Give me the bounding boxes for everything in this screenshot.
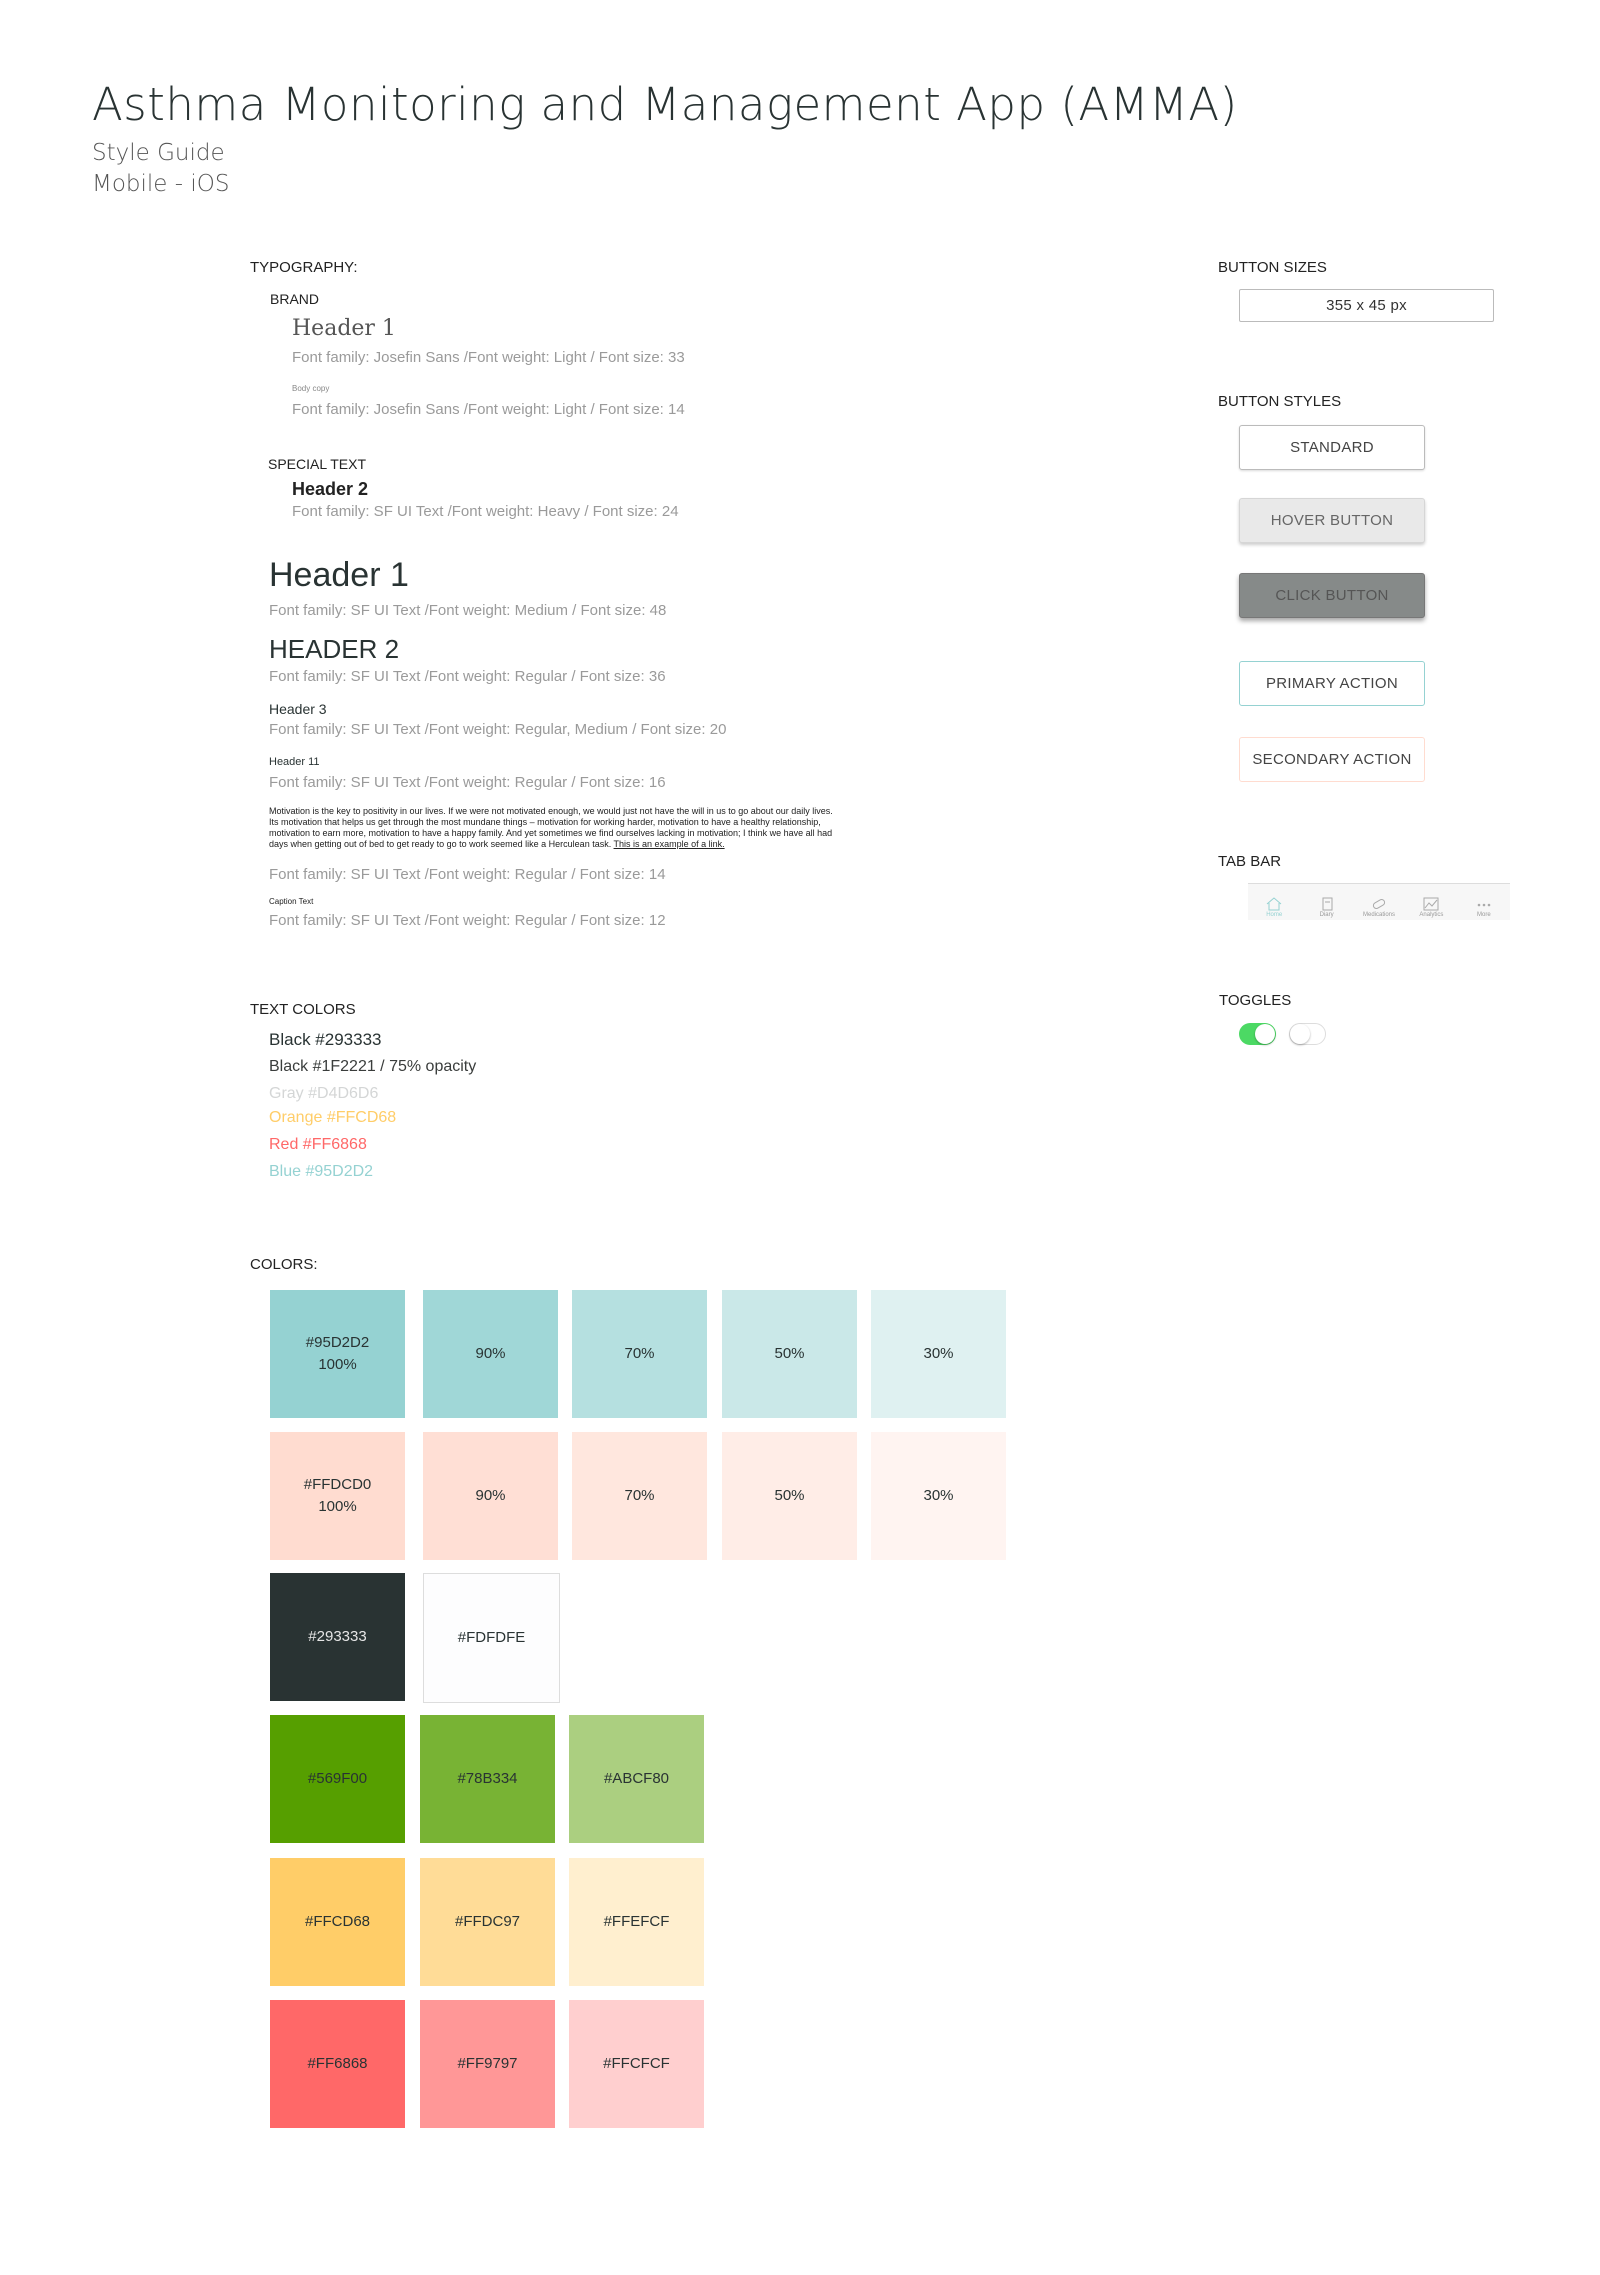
h3-sample: Header 3 — [269, 701, 327, 717]
color-swatch — [572, 1290, 707, 1418]
swatch-label: 70% — [624, 1487, 655, 1504]
tab-home[interactable] — [1248, 884, 1300, 920]
color-swatch — [569, 1715, 704, 1843]
tab-bar — [1248, 883, 1510, 920]
tab-diary[interactable] — [1300, 884, 1352, 920]
typography-section-label: TYPOGRAPHY: — [250, 259, 358, 276]
body-link[interactable]: This is an example of a link. — [613, 839, 725, 849]
swatch-label: 90% — [475, 1487, 506, 1504]
h11-sample: Header 11 — [269, 756, 320, 768]
swatch-label: #95D2D2 — [305, 1334, 370, 1351]
tab-label: Diary — [1319, 912, 1334, 918]
h2-spec: Font family: SF UI Text /Font weight: Regular / Font size: 36 — [269, 668, 666, 685]
swatch-label: #293333 — [308, 1628, 367, 1645]
swatch-label: #78B334 — [457, 1770, 518, 1787]
color-swatch — [423, 1432, 558, 1560]
brand-label: BRAND — [270, 291, 320, 307]
body-spec: Font family: SF UI Text /Font weight: Regular / Font size: 14 — [269, 866, 666, 883]
color-swatch — [722, 1290, 857, 1418]
pill-icon — [1370, 897, 1388, 911]
click-button[interactable]: CLICK BUTTON — [1239, 573, 1425, 618]
swatch-label: 70% — [624, 1345, 655, 1362]
color-swatch — [423, 1573, 560, 1703]
swatch-label: #FF6868 — [307, 2055, 368, 2072]
tab-more[interactable] — [1458, 884, 1510, 920]
special-header-sample: Header 2 — [292, 479, 369, 499]
swatch-label: 50% — [774, 1345, 805, 1362]
toggles-label: TOGGLES — [1219, 992, 1292, 1009]
brand-header-spec: Font family: Josefin Sans /Font weight: Light / Font size: 33 — [292, 349, 685, 366]
swatch-label: #ABCF80 — [603, 1770, 670, 1787]
page-subtitle-platform: Mobile - iOS — [92, 171, 230, 197]
swatch-label: 30% — [923, 1487, 954, 1504]
secondary-action-button[interactable]: SECONDARY ACTION — [1239, 737, 1425, 782]
diary-icon — [1318, 897, 1336, 911]
swatch-label: #FF9797 — [457, 2055, 518, 2072]
button-size-sample: 355 x 45 px — [1239, 289, 1494, 322]
hover-button[interactable]: HOVER BUTTON — [1239, 498, 1425, 543]
color-swatch — [722, 1432, 857, 1560]
swatch-percentage: 100% — [318, 1498, 357, 1515]
text-color-sample: Gray #D4D6D6 — [269, 1085, 379, 1102]
swatch-percentage: 100% — [318, 1356, 357, 1373]
color-swatch — [270, 1290, 405, 1418]
tab-label: Home — [1266, 912, 1283, 918]
swatch-label: 90% — [475, 1345, 506, 1362]
toggle-knob — [1255, 1024, 1275, 1044]
primary-action-button[interactable]: PRIMARY ACTION — [1239, 661, 1425, 706]
body-copy-spec: Font family: Josefin Sans /Font weight: Light / Font size: 14 — [292, 401, 685, 418]
swatch-label: #FFDCD0 — [303, 1476, 372, 1493]
special-header-spec: Font family: SF UI Text /Font weight: Heavy / Font size: 24 — [292, 503, 679, 520]
text-color-sample: Blue #95D2D2 — [269, 1163, 374, 1180]
standard-button[interactable]: STANDARD — [1239, 425, 1425, 470]
h1-sample: Header 1 — [269, 556, 409, 594]
caption-spec: Font family: SF UI Text /Font weight: Regular / Font size: 12 — [269, 912, 666, 929]
brand-header-sample: Header 1 — [292, 316, 396, 341]
color-swatch — [270, 1715, 405, 1843]
h3-spec: Font family: SF UI Text /Font weight: Regular, Medium / Font size: 20 — [269, 721, 727, 738]
tab-bar-label: TAB BAR — [1218, 853, 1282, 870]
color-swatch — [420, 1858, 555, 1986]
color-swatch — [572, 1432, 707, 1560]
tab-analytics[interactable] — [1405, 884, 1457, 920]
tab-label: Analytics — [1419, 912, 1444, 918]
colors-section-label: COLORS: — [250, 1256, 318, 1273]
swatch-label: #FFCFCF — [603, 2055, 670, 2072]
tab-medications[interactable] — [1353, 884, 1405, 920]
text-color-sample: Red #FF6868 — [269, 1136, 367, 1153]
color-swatch — [569, 2000, 704, 2128]
color-swatch — [270, 1858, 405, 1986]
body-text: Motivation is the key to positivity in our lives. If we were not motivated enough, we would just not have the will in us to go about our daily lives. Its motivation that helps us get through the most mundane things – motivation for working harder, motivation to have a healthy relationship, motivation to earn more, motivation to have a happy family. And yet sometimes we find ourselves lacking in motivation; I think we have all had days when getting out of bed to get ready to go to work seemed like a Herculean task. — [269, 806, 833, 849]
toggle-on[interactable] — [1239, 1023, 1276, 1045]
swatch-label: 50% — [774, 1487, 805, 1504]
color-swatch — [423, 1290, 558, 1418]
home-icon — [1265, 897, 1283, 911]
more-icon — [1475, 897, 1493, 911]
body-copy-label: Body copy — [292, 384, 330, 393]
page-title: Asthma Monitoring and Management App (AMMA) — [92, 78, 1238, 131]
color-swatch — [569, 1858, 704, 1986]
special-text-label: SPECIAL TEXT — [268, 456, 367, 472]
swatch-label: 30% — [923, 1345, 954, 1362]
color-swatch — [420, 2000, 555, 2128]
caption-sample: Caption Text — [269, 897, 314, 906]
swatch-label: #FFDC97 — [454, 1913, 521, 1930]
color-swatch — [420, 1715, 555, 1843]
tab-label: More — [1476, 912, 1491, 918]
swatch-label: #FDFDFE — [457, 1629, 526, 1646]
swatch-label: #FFCD68 — [304, 1913, 371, 1930]
text-color-sample: Orange #FFCD68 — [269, 1109, 397, 1126]
tab-label: Medications — [1363, 912, 1396, 918]
button-styles-label: BUTTON STYLES — [1218, 393, 1342, 410]
page-subtitle-style-guide: Style Guide — [92, 140, 225, 166]
toggle-knob — [1290, 1024, 1310, 1044]
text-color-sample: Black #293333 — [269, 1030, 382, 1049]
swatch-label: #569F00 — [307, 1770, 368, 1787]
button-sizes-label: BUTTON SIZES — [1218, 259, 1327, 276]
color-swatch — [270, 1573, 405, 1701]
h11-spec: Font family: SF UI Text /Font weight: Regular / Font size: 16 — [269, 774, 666, 791]
analytics-icon — [1422, 897, 1440, 911]
body-text-sample — [269, 806, 844, 850]
h1-spec: Font family: SF UI Text /Font weight: Medium / Font size: 48 — [269, 602, 667, 619]
color-swatch — [270, 2000, 405, 2128]
color-swatch — [871, 1290, 1006, 1418]
h2-sample: HEADER 2 — [269, 634, 400, 664]
text-colors-section-label: TEXT COLORS — [250, 1001, 356, 1018]
toggle-off[interactable] — [1289, 1023, 1326, 1045]
color-swatch — [871, 1432, 1006, 1560]
text-color-sample: Black #1F2221 / 75% opacity — [269, 1058, 477, 1075]
swatch-label: #FFEFCF — [603, 1913, 670, 1930]
color-swatch — [270, 1432, 405, 1560]
